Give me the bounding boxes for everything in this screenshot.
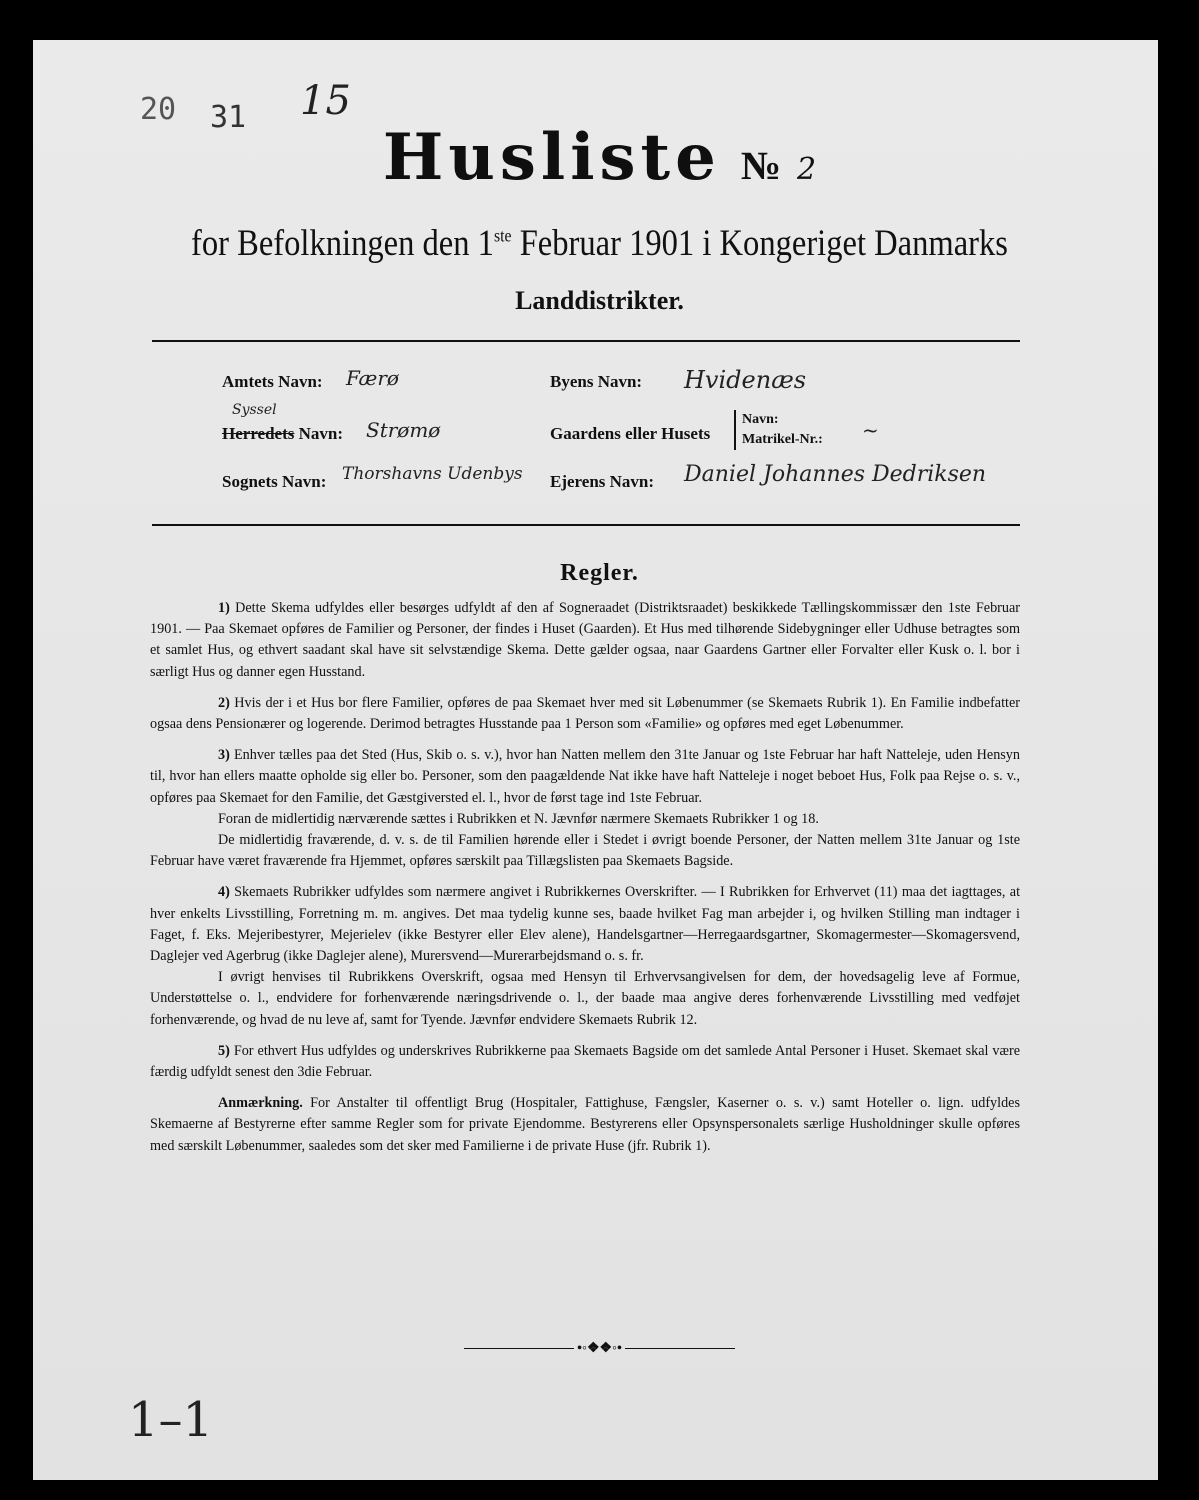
- handwritten-number: 15: [300, 78, 351, 124]
- annotation: Anmærkning. For Anstalter til offentligt Brug (Hospitaler, Fattighuse, Fængsler, Kaserner o. s. v.) samt Hoteller o. lign. udfyldes Skemaerne af Bestyrerne efter samme Regler som for private Ejendomme. Bestyrerens eller Opsynspersonalets særlige Husholdninger skulle opføres med særskilt Løbenummer, saaledes som det sker med Familierne i de private Huse (jfr. Rubrik 1).: [150, 1095, 1020, 1154]
- sogn-label: Sognets Navn:: [222, 472, 327, 491]
- herred-label-correction: Syssel: [232, 402, 277, 418]
- number-sign: №: [740, 143, 782, 188]
- gaard-matrikel-label: Matrikel-Nr.:: [742, 432, 823, 447]
- fields-bottom-rule: [152, 524, 1020, 526]
- subtitle-part-1: for Befolkningen den 1: [191, 223, 494, 264]
- herred-label-rest: Navn:: [298, 424, 344, 443]
- gaard-subfields: [734, 410, 823, 450]
- amt-label: Amtets Navn:: [222, 372, 323, 391]
- rule-1: 1) Dette Skema udfyldes eller besørges udfyldt af den af Sogneraadet (Distriktsraadet) beskikkede Tællingskommissær den 1ste Februar 1901. — Paa Skemaet opføres de Familier og Personer, der findes i Huset (Gaarden). Et Hus med tilhørende Sidebygninger eller Udhuse betragtes som et samlet Hus, og ethvert saadant skal have sit selvstændige Skema. Dette gælder ogsaa, naar Gaardens Gartner eller Forvalter eller Kusk o. l. bor i særligt Hus og danner egen Husstand.: [150, 600, 1020, 680]
- top-rule: [152, 340, 1020, 342]
- stamp-number-2: 31: [210, 100, 247, 135]
- by-label: Byens Navn:: [550, 372, 643, 391]
- list-number: 2: [797, 152, 817, 187]
- rule-3: 3) Enhver tælles paa det Sted (Hus, Skib o. s. v.), hvor han Natten mellem den 31te Januar og 1ste Februar har haft Natteleje, uden Hensyn til, hvor han ellers maatte opholde sig eller bo. Personer, som den paagældende Nat ikke have haft Natteleje i noget beboet Hus, Folk paa Rejse o. s. v., opføres paa Skemaet for den Familie, det Gæstgiversted el. l., hvor de først tage ind 1ste Februar.: [150, 747, 1020, 806]
- ejer-value: Daniel Johannes Dedriksen: [684, 462, 987, 487]
- ejer-label: Ejerens Navn:: [550, 472, 655, 491]
- bottom-handwritten-mark: 1–1: [128, 1392, 214, 1448]
- title: [0, 120, 1199, 195]
- gaard-navn-label: Navn:: [742, 412, 779, 427]
- amt-value: Færø: [346, 366, 399, 390]
- rules-heading: Regler.: [560, 560, 639, 586]
- herred-label: [222, 424, 343, 444]
- title-word: Husliste: [382, 120, 721, 195]
- rule-3-part-b: Foran de midlertidig nærværende sættes i Rubrikken et N. Jævnfør nærmere Skemaets Rubrikker 1 og 18.: [218, 810, 819, 827]
- district-heading: Landdistrikter.: [515, 286, 684, 315]
- rules-body: [150, 598, 1020, 1167]
- sogn-value: Thorshavns Udenbys: [342, 464, 523, 484]
- rule-5: 5) For ethvert Hus udfyldes og underskrives Rubrikkerne paa Skemaets Bagside om det samlede Antal Personer i Huset. Skemaet skal være færdig udfyldt senest den 3die Februar.: [150, 1042, 1021, 1081]
- rule-2: 2) Hvis der i et Hus bor flere Familier, opføres de paa Skemaet hver med sit Løbenummer (se Skemaets Rubrik 1). En Familie indbefatter ogsaa dens Pensionærer og logerende. Derimod betragtes Husstande paa 1 Person som «Familie» og opføres med eget Løbenummer.: [150, 694, 1020, 733]
- subtitle-sup: ste: [493, 225, 512, 246]
- herred-value: Strømø: [366, 418, 441, 442]
- subtitle-part-2: Februar 1901 i Kongeriget Danmarks: [511, 223, 1008, 264]
- herred-label-struck: Herredets: [222, 424, 295, 443]
- by-value: Hvidenæs: [684, 366, 807, 394]
- rule-3-part-c: De midlertidig fraværende, d. v. s. de til Familien hørende eller i Stedet i øvrigt boende Personer, der Natten mellem 31te Januar og 1ste Februar have været fraværende fra Hjemmet, opføres særskilt paa Tillægslisten paa Skemaets Bagside.: [150, 832, 1020, 870]
- ornament-glyphs: •◦❖❖◦•: [577, 1341, 622, 1356]
- subtitle: [72, 222, 1127, 265]
- gaard-label: Gaardens eller Husets: [550, 424, 711, 443]
- ornament-divider: [0, 1340, 1199, 1357]
- stamp-number-1: 20: [140, 92, 177, 127]
- rule-4: 4) Skemaets Rubrikker udfyldes som nærmere angivet i Rubrikkernes Overskrifter. — I Rubrikken for Erhvervet (11) maa det iagttages, at hver enkelts Livsstilling, Forretning m. m. angives. Det maa tydelig kunne ses, baade hvilket Fag man arbejder i, og hvilken Stilling man indtager i Faget, f. Eks. Mejeribestyrer, Mejerielev (ikke Bestyrer eller Elev alene), Handelsgartner—Herregaardsgartner, Skomagermester—Skomagersvend, Daglejer ved Agerbrug (ikke Daglejer alene), Murersvend—Murerarbejdsmand o. s. fr.: [150, 884, 1021, 965]
- gaard-value: ~: [862, 418, 879, 442]
- rule-4-part-b: I øvrigt henvises til Rubrikkens Overskrift, ogsaa med Hensyn til Erhvervsangivelsen for dem, der hovedsagelig leve af Formue, Understøttelse o. l., endvidere for forhenværende næringsdrivende o. l., der baade maa angive deres forhenværende Livsstilling med vedføjet forhenværende, og hvad de nu leve af, samt for Tyende. Jævnfør endvidere Skemaets Rubrik 12.: [150, 969, 1020, 1028]
